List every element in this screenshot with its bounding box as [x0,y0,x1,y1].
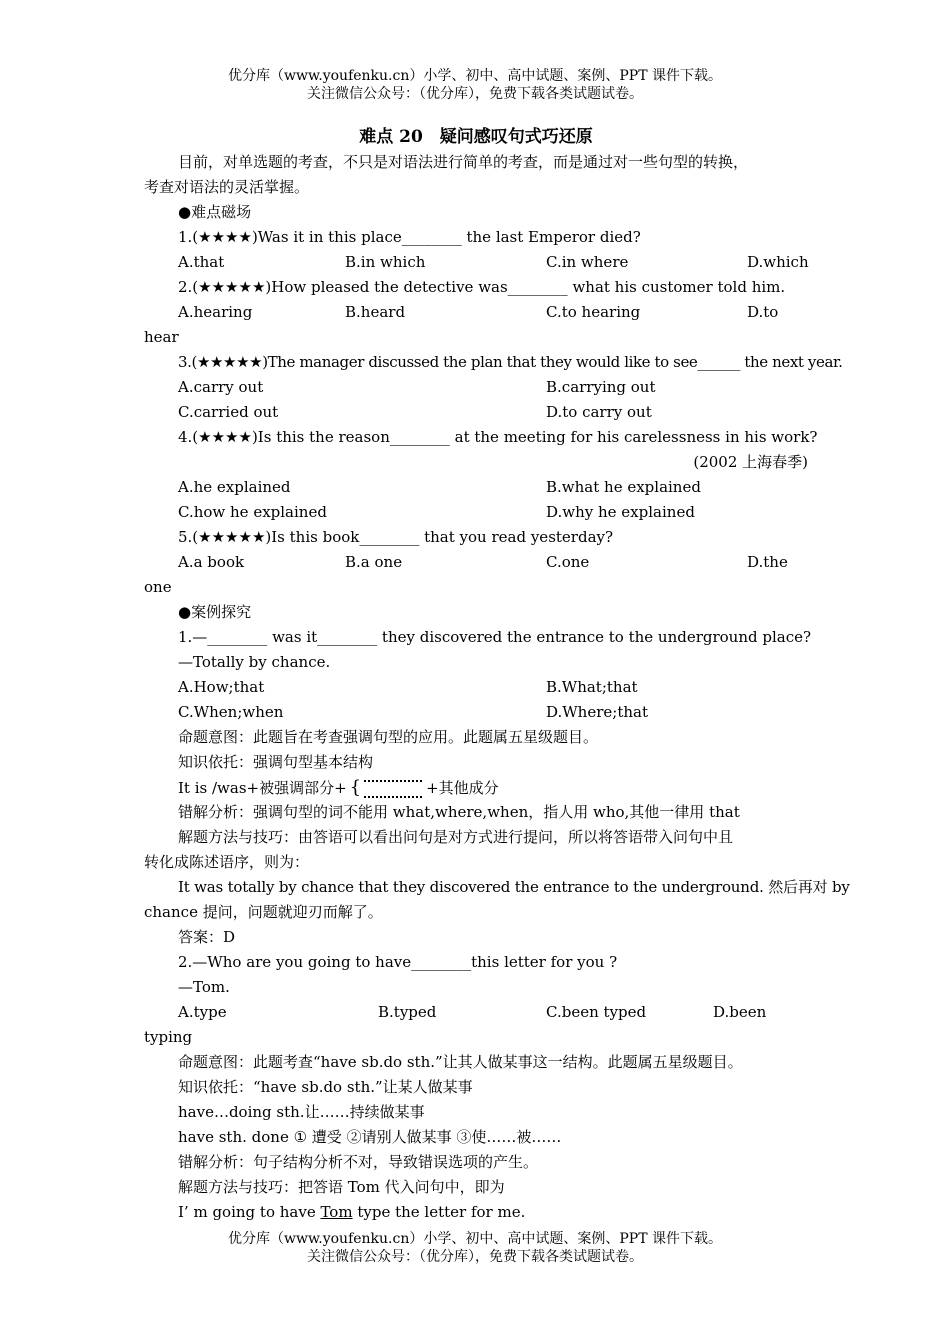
e1-basis: 知识依托：强调句型基本结构 [178,753,374,771]
q4-option-c: C.how he explained [178,503,327,521]
e2-method: 解题方法与技巧：把答语 Tom 代入问句中，即为 [178,1178,505,1196]
q3-options-row1 [144,375,808,400]
e1-reply: —Totally by chance. [178,653,331,671]
page-header [0,67,950,103]
e2-basis-2: have…doing sth.让……持续做某事 [178,1103,425,1121]
q4-option-a: A.he explained [178,478,291,496]
e1-error-analysis: 错解分析：强调句型的词不能用 what,where,when，指人用 who,其他一律用 that [178,803,740,821]
e1-answer: 答案：D [178,928,236,946]
header-line-2: 关注微信公众号：（优分库），免费下载各类试题试卷。 [307,86,643,102]
q1-option-a: A.that [178,253,225,271]
q5-option-d: D.the [747,553,788,571]
e2-final-sentence [144,1200,808,1225]
e2-options [144,1000,808,1025]
e2-option-a: A.type [178,1003,227,1021]
q3-option-d: D.to carry out [546,403,652,421]
document-body [144,124,850,1225]
formula-suffix: +其他成分 [426,779,499,797]
e2-basis: 知识依托：“have sb.do sth.”让某人做某事 [178,1078,473,1096]
brace-symbol: { [349,777,362,798]
e1-method-line-2: 转化成陈述语序，则为： [144,853,310,871]
e1-example-line-1: It was totally by chance that they discovered the entrance to the underground. 然后再对 by [178,878,850,896]
section-heading-difficulty: ●难点磁场 [178,203,252,221]
e1-options-row1 [144,675,808,700]
q2-option-c: C.to hearing [546,303,641,321]
q4-option-b: B.what he explained [546,478,701,496]
q5-options [144,550,808,575]
q1-option-b: B.in which [345,253,426,271]
e2-option-d-wrap: typing [144,1028,193,1046]
q5-option-b: B.a one [345,553,403,571]
e1-formula [144,775,808,800]
e2-option-d: D.been [713,1003,767,1021]
intro-line-2: 考查对语法的灵活掌握。 [144,178,310,196]
q5-stem: 5.(★★★★★)Is this book________ that you read yesterday? [178,528,614,546]
section-heading-cases: ●案例探究 [178,603,252,621]
q4-options-row2 [144,500,808,525]
q4-option-d: D.why he explained [546,503,695,521]
q2-stem: 2.(★★★★★)How pleased the detective was________ what his customer told him. [178,278,786,296]
e1-option-b: B.What;that [546,678,638,696]
q3-stem: 3.(★★★★★)The manager discussed the plan that they would like to see______ the next year. [178,353,843,371]
e2-error-analysis: 错解分析：句子结构分析不对，导致错误选项的产生。 [178,1153,539,1171]
e2-option-c: C.been typed [546,1003,647,1021]
q3-option-c: C.carried out [178,403,279,421]
q1-options [144,250,808,275]
q2-option-b: B.heard [345,303,406,321]
q2-option-d-wrap: hear [144,328,179,346]
e1-options-row2 [144,700,808,725]
q4-options-row1 [144,475,808,500]
final-prefix: I’ m going to have [178,1203,321,1221]
q5-option-d-wrap: one [144,578,172,596]
q3-options-row2 [144,400,808,425]
e1-method-line-1: 解题方法与技巧：由答语可以看出问句是对方式进行提问，所以将答语带入问句中且 [178,828,734,846]
q2-option-d: D.to [747,303,779,321]
e1-stem: 1.—________ was it________ they discovered the entrance to the underground place? [178,628,812,646]
q4-source: (2002 上海春季) [693,453,808,471]
q3-option-b: B.carrying out [546,378,656,396]
footer-line-2: 关注微信公众号：（优分库），免费下载各类试题试卷。 [307,1249,643,1265]
formula-prefix: It is /was+被强调部分+ [178,779,347,797]
e2-option-b: B.typed [378,1003,437,1021]
q2-option-a: A.hearing [178,303,253,321]
footer-line-1: 优分库（www.youfenku.cn）小学、初中、高中试题、案例、PPT 课件下载。 [227,1231,722,1247]
q5-option-c: C.one [546,553,590,571]
e1-example-line-2: chance 提问，问题就迎刃而解了。 [144,903,383,921]
q1-option-d: D.which [747,253,809,271]
e1-option-d: D.Where;that [546,703,648,721]
intro-line-1: 目前，对单选题的考查，不只是对语法进行简单的考查，而是通过对一些句型的转换， [178,153,749,171]
final-underlined-word: Tom [320,1203,353,1221]
e2-stem: 2.—Who are you going to have________this letter for you ? [178,953,618,971]
e2-basis-3: have sth. done ① 遭受 ②请别人做某事 ③使……被…… [178,1128,562,1146]
e2-reply: —Tom. [178,978,230,996]
e1-option-c: C.When;when [178,703,284,721]
q4-stem: 4.(★★★★)Is this the reason________ at the meeting for his carelessness in his work? [178,428,818,446]
header-line-1: 优分库（www.youfenku.cn）小学、初中、高中试题、案例、PPT 课件下载。 [227,68,722,84]
formula-choice-graphic [364,780,422,798]
e1-option-a: A.How;that [178,678,265,696]
page-title: 难点 20 疑问感叹句式巧还原 [359,127,593,147]
q1-option-c: C.in where [546,253,629,271]
q5-option-a: A.a book [178,553,245,571]
e1-intent: 命题意图：此题旨在考查强调句型的应用。此题属五星级题目。 [178,728,599,746]
final-suffix: type the letter for me. [352,1203,526,1221]
q3-option-a: A.carry out [178,378,264,396]
page-footer [0,1230,950,1266]
e2-intent: 命题意图：此题考查“have sb.do sth.”让其人做某事这一结构。此题属五星级题目。 [178,1053,743,1071]
q2-options [144,300,808,325]
q1-stem: 1.(★★★★)Was it in this place________ the last Emperor died? [178,228,641,246]
